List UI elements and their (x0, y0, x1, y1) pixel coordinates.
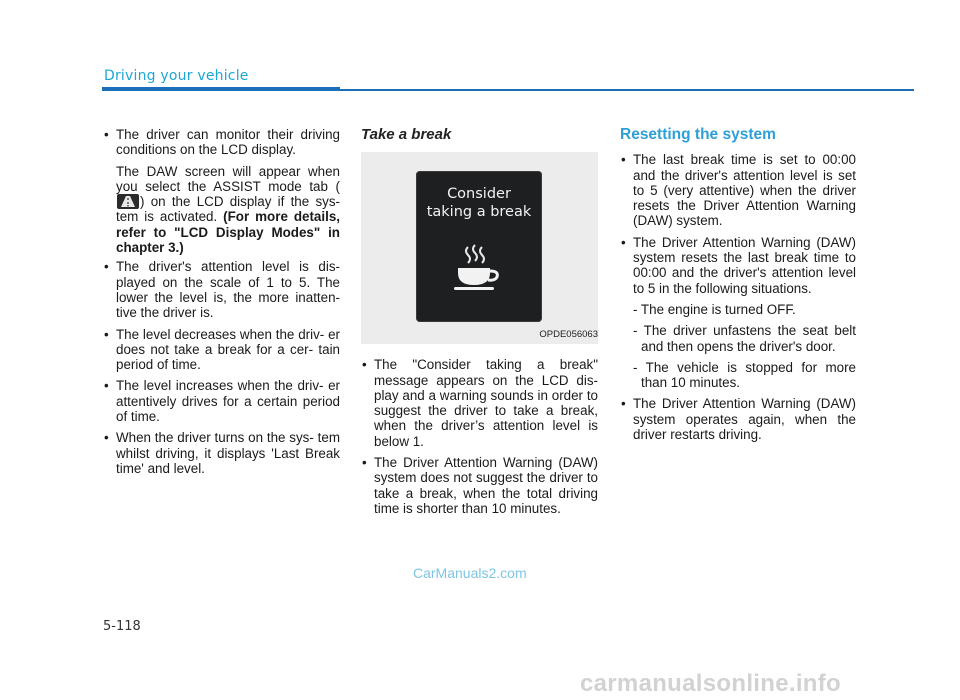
bullet-operates-again: • The Driver Attention Warning (DAW) system operates again, when the driver restarts driving. (620, 396, 856, 442)
bullet-reset-break-time: • The last break time is set to 00:00 and the driver's attention level is set to 5 (very attentive) when the driver resets the Driver Attention Warning (DAW) system. (620, 152, 856, 228)
bullet-last-break: • When the driver turns on the sys- tem whilst driving, it displays 'Last Break time' and level. (103, 430, 340, 476)
lcd-message-line2: taking a break (426, 204, 532, 221)
header-rule-thin (340, 89, 914, 91)
daw-screen-text-a: The DAW screen will appear when you select the ASSIST mode tab ( (116, 163, 340, 194)
heading-resetting-system: Resetting the system (620, 126, 776, 143)
footer-site-mark: carmanualsonline.info (580, 670, 842, 697)
dash-vehicle-stopped: - The vehicle is stopped for more than 10 minutes. (633, 359, 856, 391)
daw-screen-text-b: ) on the LCD display if the sys- tem is activated. (116, 194, 340, 225)
column-left (103, 127, 340, 482)
lcd-message (416, 185, 542, 221)
paragraph-daw-screen (103, 164, 340, 256)
figure-code: OPDE056063 (539, 329, 598, 340)
section-title: Driving your vehicle (104, 68, 249, 84)
bullet-monitor-conditions: • The driver can monitor their driving conditions on the LCD display. (103, 127, 340, 158)
dash-engine-off: - The engine is turned OFF. (633, 301, 796, 317)
bullet-consider-break: • The "Consider taking a break" message appears on the LCD dis- play and a warning sounds in order to suggest the driver to take a break, when the driver’s attention level is below 1. (361, 357, 598, 449)
bullet-level-decreases: • The level decreases when the driv- er does not take a break for a cer- tain period of time. (103, 327, 340, 373)
bullet-attention-level: • The driver's attention level is dis- played on the scale of 1 to 5. The lower the level is, the more inatten- tive the driver is. (103, 259, 340, 320)
column-middle (361, 127, 598, 522)
header-rule-thick (102, 87, 340, 91)
daw-screen-reference: (For more details, refer to "LCD Display Modes" in chapter 3.) (116, 209, 340, 256)
dash-seat-belt: - The driver unfastens the seat belt and then opens the driver's door. (633, 323, 856, 354)
page-number: 5-118 (103, 619, 141, 634)
lcd-figure (361, 152, 598, 344)
bullet-reset-situations: • The Driver Attention Warning (DAW) system resets the last break time to 00:00 and the driver's attention level to 5 in the following situations. (620, 235, 856, 296)
heading-take-a-break: Take a break (361, 126, 452, 143)
bullet-level-increases: • The level increases when the driv- er attentively drives for a certain period of time. (103, 378, 340, 424)
coffee-cup-icon (453, 243, 505, 295)
column-right (620, 127, 856, 448)
watermark-link[interactable]: CarManuals2.com (413, 565, 527, 581)
bullet-no-suggestion: • The Driver Attention Warning (DAW) system does not suggest the driver to take a break, when the total driving time is shorter than 10 minutes. (361, 455, 598, 516)
lcd-display (416, 171, 542, 322)
lcd-message-line1: Consider (447, 186, 511, 203)
road-lane-icon (117, 194, 139, 209)
